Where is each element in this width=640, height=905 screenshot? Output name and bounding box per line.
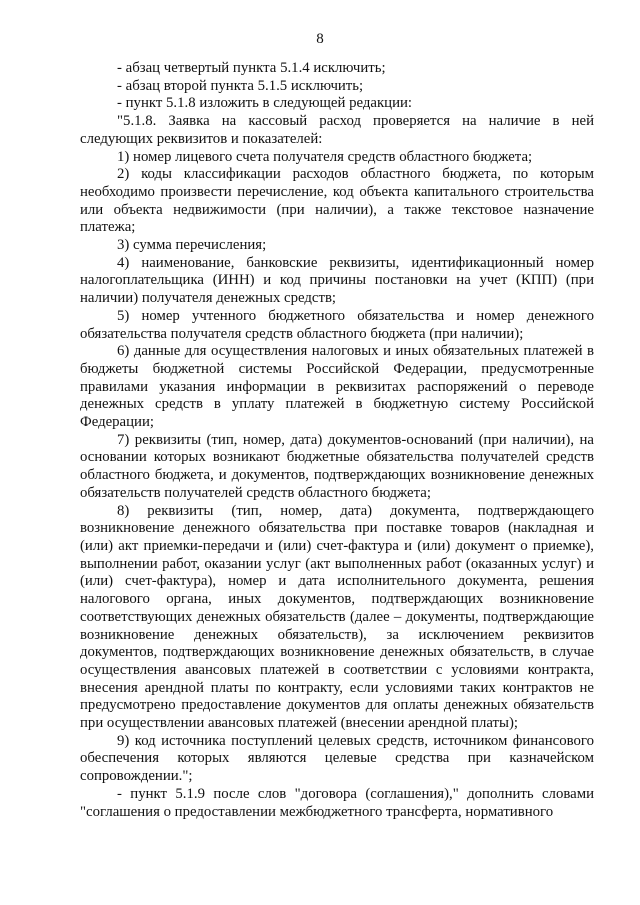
paragraph-5-1-8-intro: "5.1.8. Заявка на кассовый расход проверяется на наличие в ней следующих реквизитов и показателей:: [80, 113, 594, 147]
list-item-7: 7) реквизиты (тип, номер, дата) документов-оснований (при наличии), на основании которых возникают бюджетные обязательства получателей средств областного бюджета, и документов, подтверждающих возникновение денежных обязательств получателей средств областного бюджета;: [80, 431, 594, 501]
paragraph-restate-5-1-8: - пункт 5.1.8 изложить в следующей редакции:: [117, 95, 413, 112]
list-item-1: 1) номер лицевого счета получателя средств областного бюджета;: [117, 148, 533, 165]
list-item-3: 3) сумма перечисления;: [117, 237, 267, 254]
list-item-6: 6) данные для осуществления налоговых и иных обязательных платежей в бюджеты бюджетной системы Российской Федерации, предусмотренные правилами указания информации в реквизитах распоряжений о переводе денежных средств в уплату платежей в бюджетную систему Российской Федерации;: [80, 343, 594, 431]
list-item-8: 8) реквизиты (тип, номер, дата) документа, подтверждающего возникновение денежного обязательства при поставке товаров (накладная и (или) акт приемки-передачи и (или) счет-фактура и (или) документ о приемке), выполнении работ, оказании услуг (акт выполненных работ (оказанных услуг) и (или) счет-фактура), номер и дата исполнительного документа, решения налогового органа, иных документов, подтверждающих возникновение соответствующих денежных обязательств (далее – документы, подтверждающие возникновение денежных обязательств), за исключением реквизитов документов, подтверждающих возникновение денежных обязательств, в случае осуществления авансовых платежей в соответствии с условиями контракта, внесения арендной платы по контракту, если условиями таких контрактов не предусмотрено предоставление документов для оплаты денежных обязательств при осуществлении авансовых платежей (внесении арендной платы);: [80, 502, 594, 732]
list-item-4: 4) наименование, банковские реквизиты, идентификационный номер налогоплательщика (ИНН) и код причины постановки на учет (КПП) (при наличии) получателя денежных средств;: [80, 254, 594, 307]
paragraph-amend-5-1-9: - пункт 5.1.9 после слов "договора (соглашения)," дополнить словами "соглашения о предоставлении межбюджетного трансферта, нормативного: [80, 785, 594, 820]
paragraph-exclude-5-1-5: - абзац второй пункта 5.1.5 исключить;: [117, 77, 364, 94]
document-body: [80, 60, 594, 821]
page-number: 8: [316, 31, 324, 47]
paragraph-exclude-5-1-4: - абзац четвертый пункта 5.1.4 исключить;: [117, 60, 386, 76]
list-item-2: 2) коды классификации расходов областного бюджета, по которым необходимо произвести перечисление, код объекта капитального строительства или объекта недвижимости (при наличии), а также текстовое назначение платежа;: [80, 166, 594, 236]
list-item-9: 9) код источника поступлений целевых средств, источником финансового обеспечения которых являются целевые средства при казначейском сопровождении.";: [80, 732, 594, 785]
list-item-5: 5) номер учтенного бюджетного обязательства и номер денежного обязательства получателя средств областного бюджета (при наличии);: [80, 307, 594, 342]
